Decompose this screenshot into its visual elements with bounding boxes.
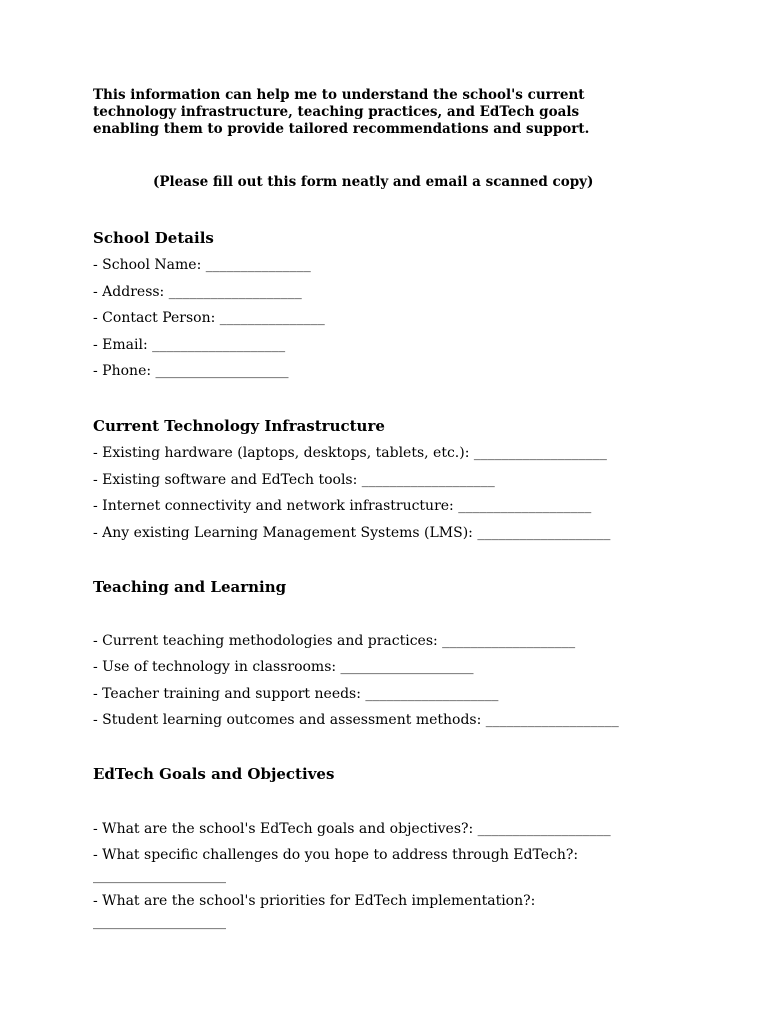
field-priorities[interactable]: - What are the school's priorities for EdTech implementation?:	[93, 893, 536, 909]
field-address[interactable]: - Address: ___________________	[93, 283, 302, 300]
field-challenges-blank[interactable]: ___________________	[93, 868, 226, 884]
document-page	[93, 87, 693, 931]
field-learning-outcomes[interactable]: - Student learning outcomes and assessment methods: ___________________	[93, 712, 619, 728]
field-teaching-methodologies[interactable]: - Current teaching methodologies and practices: ___________________	[93, 632, 576, 649]
intro-paragraph	[93, 87, 693, 138]
field-internet-connectivity[interactable]: - Internet connectivity and network infrastructure: ___________________	[93, 498, 592, 514]
field-edtech-goals[interactable]: - What are the school's EdTech goals and objectives?: ___________________	[93, 821, 611, 837]
section-title-teaching: Teaching and Learning	[93, 577, 287, 596]
section-title-school-details: School Details	[93, 229, 214, 247]
field-email[interactable]: - Email: ___________________	[93, 336, 286, 353]
instruction-note: (Please fill out this form neatly and email a scanned copy)	[153, 174, 594, 190]
field-school-name[interactable]: - School Name: _______________	[93, 257, 311, 273]
field-existing-hardware[interactable]: - Existing hardware (laptops, desktops, tablets, etc.): ___________________	[93, 445, 607, 461]
section-title-infrastructure: Current Technology Infrastructure	[93, 417, 385, 435]
field-existing-software[interactable]: - Existing software and EdTech tools: ___________________	[93, 471, 495, 488]
field-contact-person[interactable]: - Contact Person: _______________	[93, 310, 325, 326]
intro-line: enabling them to provide tailored recommendations and support.	[93, 121, 590, 137]
field-technology-use[interactable]: - Use of technology in classrooms: ___________________	[93, 659, 474, 675]
section-title-goals: EdTech Goals and Objectives	[93, 765, 335, 783]
field-priorities-blank[interactable]: ___________________	[93, 914, 226, 930]
intro-line: technology infrastructure, teaching practices, and EdTech goals	[93, 104, 580, 120]
field-challenges[interactable]: - What specific challenges do you hope to address through EdTech?:	[93, 847, 579, 863]
intro-line: This information can help me to understand the school's current	[93, 87, 585, 103]
field-teacher-training[interactable]: - Teacher training and support needs: ___________________	[93, 685, 499, 702]
field-existing-lms[interactable]: - Any existing Learning Management Systems (LMS): ___________________	[93, 524, 611, 541]
field-phone[interactable]: - Phone: ___________________	[93, 363, 289, 379]
